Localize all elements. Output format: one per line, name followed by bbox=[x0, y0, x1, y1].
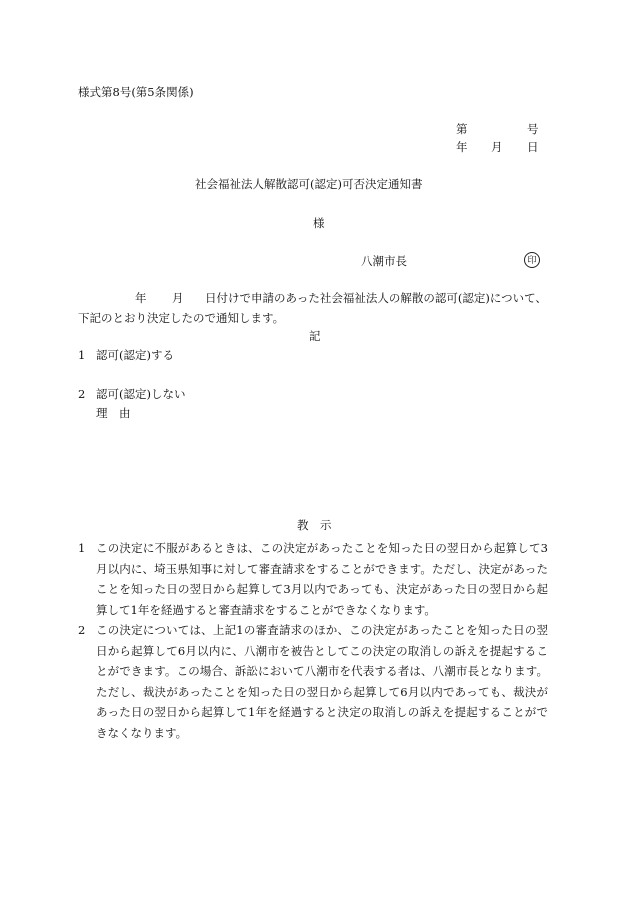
notice-item-2-number: 2 bbox=[78, 623, 86, 637]
intro-year: 年 bbox=[135, 291, 147, 305]
ki-heading: 記 bbox=[309, 329, 321, 343]
number-suffix: 号 bbox=[527, 122, 539, 136]
date-day: 日 bbox=[527, 140, 539, 154]
number-prefix: 第 bbox=[456, 122, 468, 136]
addressee-suffix: 様 bbox=[313, 216, 325, 230]
issuer-name: 八潮市長 bbox=[361, 254, 407, 268]
form-number: 様式第8号(第5条関係) bbox=[78, 85, 194, 99]
reason-label: 理 由 bbox=[96, 406, 131, 420]
notice-heading: 教 示 bbox=[297, 518, 332, 532]
option-2-text: 認可(認定)しない bbox=[96, 387, 186, 401]
seal-icon: 印 bbox=[524, 252, 540, 268]
document-title: 社会福祉法人解散認可(認定)可否決定通知書 bbox=[195, 177, 423, 191]
option-2-number: 2 bbox=[78, 387, 86, 401]
intro-month: 月 bbox=[172, 291, 184, 305]
option-1-number: 1 bbox=[78, 348, 86, 362]
notice-item-1-number: 1 bbox=[78, 541, 86, 555]
date-year: 年 bbox=[456, 140, 468, 154]
intro-line2: 下記のとおり決定したので通知します。 bbox=[78, 311, 285, 325]
date-month: 月 bbox=[491, 140, 503, 154]
notice-item-2-text: この決定については、上記1の審査請求のほか、この決定があったことを知った日の翌日から起算して6月以内に、八潮市を被告としてこの決定の取消しの訴えを提起することができます。この場合、訴訟において八潮市を代表する者は、八潮市長となります。ただし、裁決があったことを知った日の翌日から起算して6月以内であっても、裁決があった日の翌日から起算して1年を経過すると決定の取消しの訴えを提起することができなくなります。 bbox=[96, 623, 548, 740]
option-1-text: 認可(認定)する bbox=[96, 348, 174, 362]
intro-line1: 日付けで申請のあった社会福祉法人の解散の認可(認定)について、 bbox=[205, 291, 547, 305]
notice-item-1-text: この決定に不服があるときは、この決定があったことを知った日の翌日から起算して3月以内に、埼玉県知事に対して審査請求をすることができます。ただし、決定があったことを知った日の翌日から起算して3月以内であっても、決定があった日の翌日から起算して1年を経過すると審査請求をすることができなくなります。 bbox=[96, 541, 548, 617]
